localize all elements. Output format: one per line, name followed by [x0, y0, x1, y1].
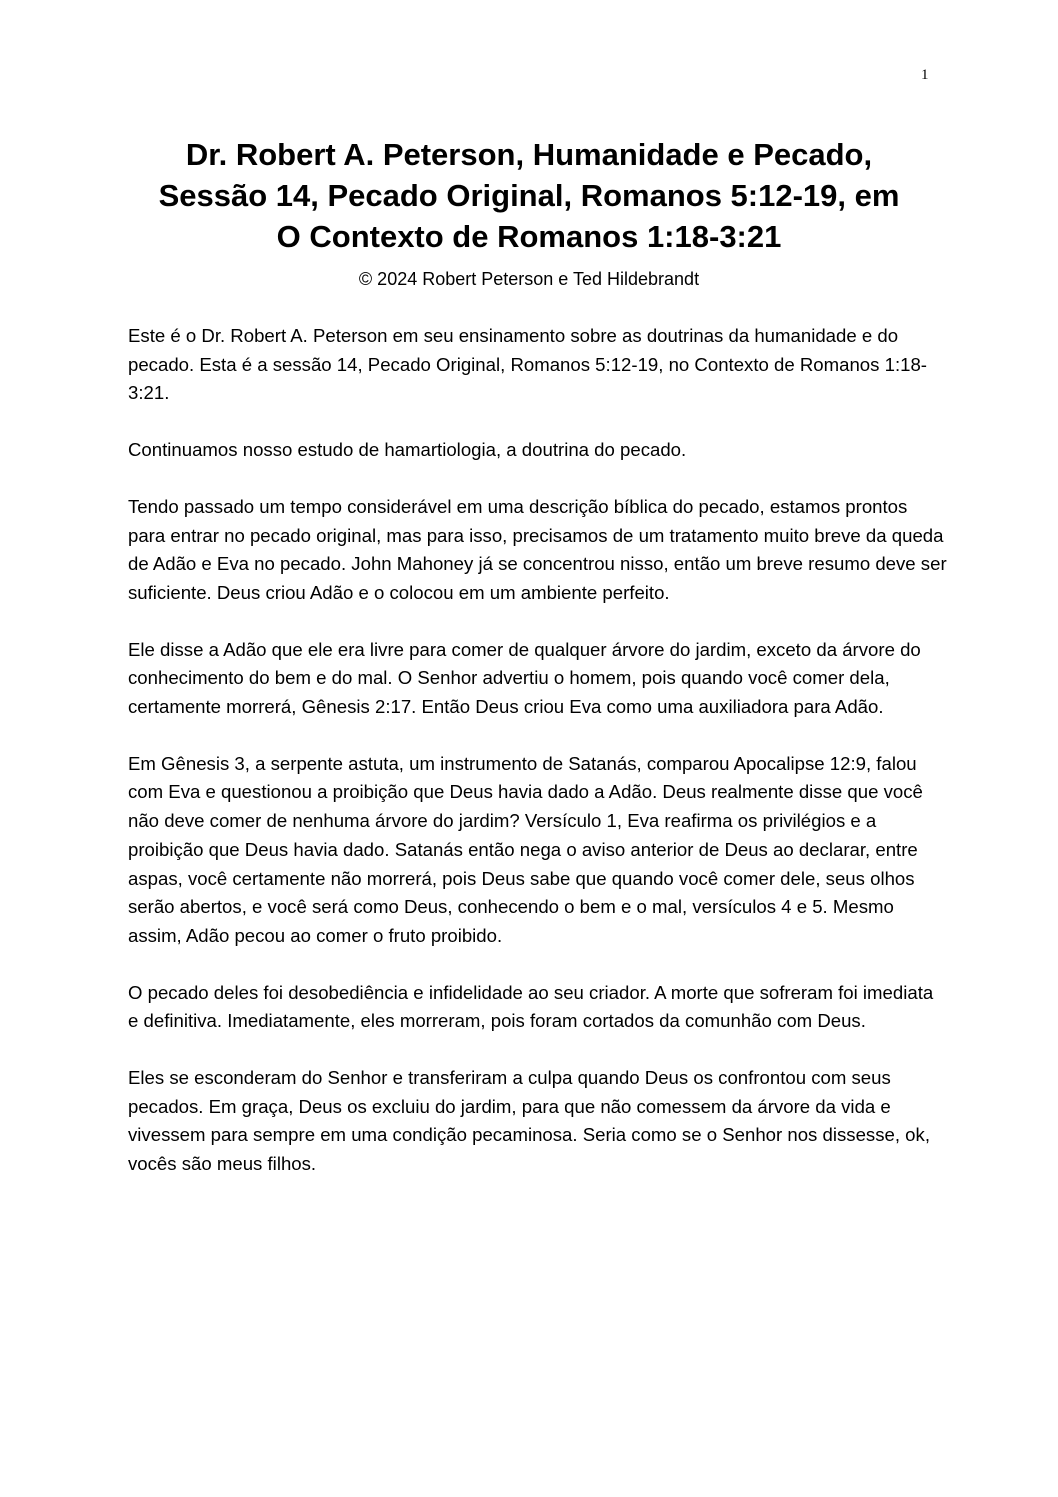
document-title: [100, 134, 958, 257]
document-body: [128, 322, 948, 1207]
title-line-2: Sessão 14, Pecado Original, Romanos 5:12-19, em: [158, 178, 900, 213]
title-line-1: Dr. Robert A. Peterson, Humanidade e Pecado,: [185, 137, 873, 172]
paragraph: Eles se esconderam do Senhor e transferiram a culpa quando Deus os confrontou com seus pecados. Em graça, Deus os excluiu do jardim, para que não comessem da árvore da vida e vivessem para sempre em uma condição pecaminosa. Seria como se o Senhor nos dissesse, ok, vocês são meus filhos.: [128, 1067, 930, 1175]
paragraph: O pecado deles foi desobediência e infidelidade ao seu criador. A morte que sofreram foi imediata e definitiva. Imediatamente, eles morreram, pois foram cortados da comunhão com Deus.: [128, 981, 934, 1032]
title-line-3: O Contexto de Romanos 1:18-3:21: [276, 219, 782, 254]
paragraph: Continuamos nosso estudo de hamartiologia, a doutrina do pecado.: [128, 439, 687, 461]
page-number: 1: [921, 67, 929, 83]
paragraph: Em Gênesis 3, a serpente astuta, um instrumento de Satanás, comparou Apocalipse 12:9, falou com Eva e questionou a proibição que Deus havia dado a Adão. Deus realmente disse que você não deve comer de nenhuma árvore do jardim? Versículo 1, Eva reafirma os privilégios e a proibição que Deus havia dado. Satanás então nega o aviso anterior de Deus ao declarar, entre aspas, você certamente não morrerá, pois Deus sabe que quando você comer dele, seus olhos serão abertos, e você será como Deus, conhecendo o bem e o mal, versículos 4 e 5. Mesmo assim, Adão pecou ao comer o fruto proibido.: [128, 752, 923, 946]
paragraph: Tendo passado um tempo considerável em uma descrição bíblica do pecado, estamos prontos para entrar no pecado original, mas para isso, precisamos de um tratamento muito breve da queda de Adão e Eva no pecado. John Mahoney já se concentrou nisso, então um breve resumo deve ser suficiente. Deus criou Adão e o colocou em um ambiente perfeito.: [128, 495, 947, 603]
paragraph: Este é o Dr. Robert A. Peterson em seu ensinamento sobre as doutrinas da humanidade e do pecado. Esta é a sessão 14, Pecado Original, Romanos 5:12-19, no Contexto de Romanos 1:18-3:21.: [128, 325, 927, 404]
copyright-notice: © 2024 Robert Peterson e Ted Hildebrandt: [358, 269, 700, 289]
paragraph: Ele disse a Adão que ele era livre para comer de qualquer árvore do jardim, exceto da árvore do conhecimento do bem e do mal. O Senhor advertiu o homem, pois quando você comer dela, certamente morrerá, Gênesis 2:17. Então Deus criou Eva como uma auxiliadora para Adão.: [128, 638, 921, 718]
